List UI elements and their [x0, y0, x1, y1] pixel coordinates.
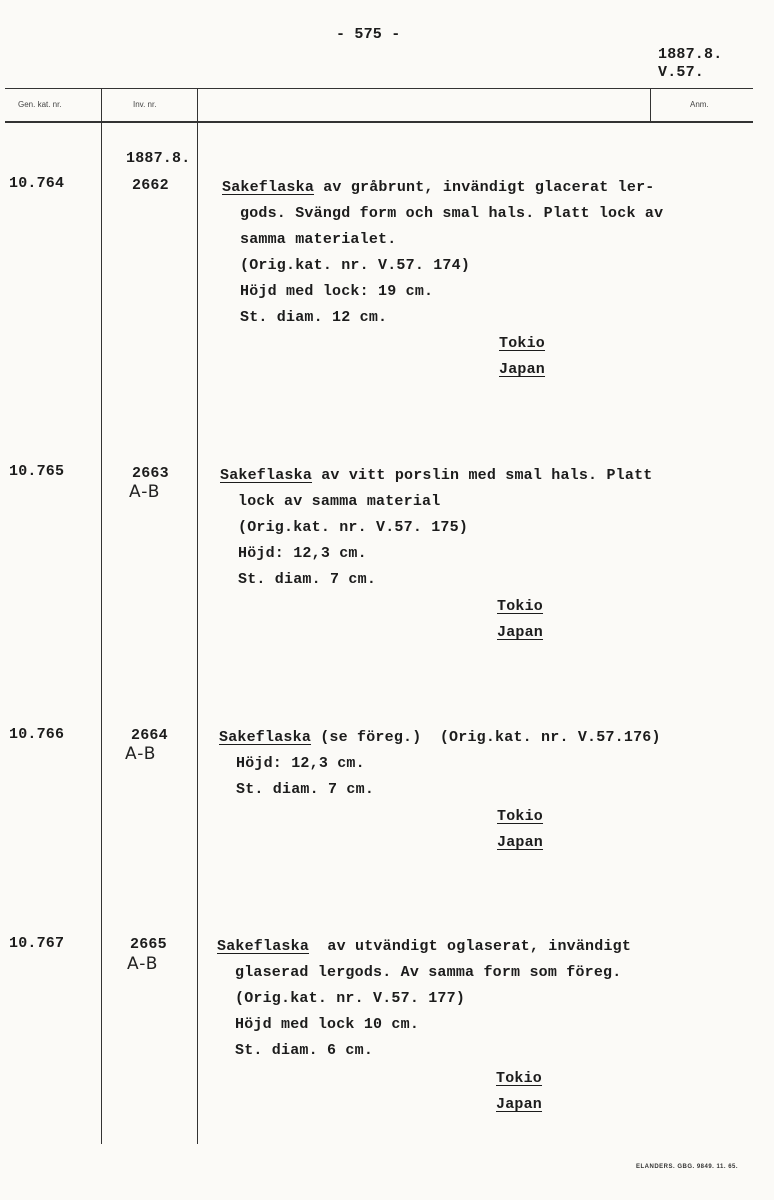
inv-number: 2665: [130, 936, 167, 953]
header-ref: V.57.: [658, 64, 705, 81]
country-label: Japan: [497, 624, 544, 641]
orig-kat-line: (Orig.kat. nr. V.57. 174): [240, 257, 471, 274]
place-label: Tokio: [497, 808, 544, 825]
handwritten-note: A-B: [127, 954, 159, 974]
country-label: Japan: [497, 834, 544, 851]
header-top-rule: [5, 88, 753, 89]
height-line: Höjd: 12,3 cm.: [236, 755, 365, 772]
object-term: Sakeflaska: [219, 729, 312, 746]
orig-kat-line: (Orig.kat. nr. V.57. 177): [235, 990, 466, 1007]
column-rule-2: [197, 88, 198, 1144]
description-line: gods. Svängd form och smal hals. Platt lock av: [240, 205, 664, 222]
place-label: Tokio: [499, 335, 546, 352]
page-number: - 575 -: [336, 26, 401, 43]
printer-footer: ELANDERS. GBG. 9849. 11. 65.: [636, 1164, 739, 1170]
height-line: Höjd: 12,3 cm.: [238, 545, 367, 562]
column-header-anm: Anm.: [690, 100, 709, 109]
gen-kat-number: 10.765: [9, 463, 65, 480]
description-line: Sakeflaska av vitt porslin med smal hals. Platt: [220, 467, 653, 484]
header-bottom-rule: [5, 121, 753, 123]
column-rule-3: [650, 88, 651, 123]
header-date: 1887.8.: [658, 46, 723, 63]
country-label: Japan: [496, 1096, 543, 1113]
column-rule-1: [101, 88, 102, 1144]
object-term: Sakeflaska: [220, 467, 313, 484]
handwritten-note: A-B: [125, 744, 157, 764]
gen-kat-number: 10.764: [9, 175, 65, 192]
diameter-line: St. diam. 12 cm.: [240, 309, 388, 326]
diameter-line: St. diam. 7 cm.: [238, 571, 377, 588]
place-label: Tokio: [496, 1070, 543, 1087]
inv-number: 2662: [132, 177, 169, 194]
country-label: Japan: [499, 361, 546, 378]
diameter-line: St. diam. 6 cm.: [235, 1042, 374, 1059]
description-line: lock av samma material: [238, 493, 441, 510]
year-mark: 1887.8.: [126, 150, 191, 167]
place-label: Tokio: [497, 598, 544, 615]
height-line: Höjd med lock 10 cm.: [235, 1016, 420, 1033]
column-header-gen-kat: Gen. kat. nr.: [18, 100, 62, 109]
description-line: samma materialet.: [240, 231, 397, 248]
inv-number: 2663: [132, 465, 169, 482]
description-line: Sakeflaska av utvändigt oglaserat, invändigt: [217, 938, 632, 955]
column-header-inv: Inv. nr.: [133, 100, 157, 109]
description-line: Sakeflaska av gråbrunt, invändigt glacerat ler-: [222, 179, 655, 196]
height-line: Höjd med lock: 19 cm.: [240, 283, 434, 300]
object-term: Sakeflaska: [217, 938, 310, 955]
description-line: glaserad lergods. Av samma form som föreg.: [235, 964, 622, 981]
handwritten-note: A-B: [129, 482, 161, 502]
orig-kat-line: (Orig.kat. nr. V.57. 175): [238, 519, 469, 536]
gen-kat-number: 10.767: [9, 935, 65, 952]
gen-kat-number: 10.766: [9, 726, 65, 743]
object-term: Sakeflaska: [222, 179, 315, 196]
description-line: Sakeflaska (se föreg.) (Orig.kat. nr. V.57.176): [219, 729, 661, 746]
diameter-line: St. diam. 7 cm.: [236, 781, 375, 798]
inv-number: 2664: [131, 727, 168, 744]
